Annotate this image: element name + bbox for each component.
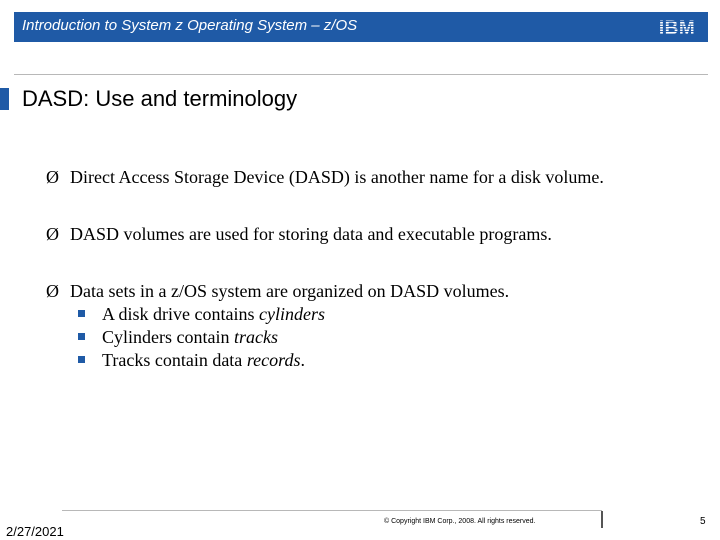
sub-bullet-emphasis: cylinders [258,304,325,324]
arrow-bullet-icon: Ø [46,224,59,244]
sub-bullet-emphasis: records [246,350,301,370]
header-bar [14,12,708,42]
bullet-item [46,280,706,303]
footer-copyright: © Copyright IBM Corp., 2008. All rights reserved. [384,518,536,525]
sub-bullet-text: Tracks contain data [102,350,247,370]
sub-bullet-item [46,303,706,326]
title-accent-bar [0,88,9,110]
bullet-text: Data sets in a z/OS system are organized on DASD volumes. [70,281,510,301]
bullet-item [46,223,706,246]
bullet-list [46,166,706,372]
sub-bullet-emphasis: tracks [233,327,278,347]
bullet-text: Direct Access Storage Device (DASD) is another name for a disk volume. [70,167,604,187]
sub-bullet-item [46,326,706,349]
page-number: 5 [700,516,706,527]
footer-divider [62,510,602,511]
bullet-item [46,166,706,189]
square-bullet-icon [78,333,85,340]
footer-date: 2/27/2021 [6,524,64,539]
slide-title: DASD: Use and terminology [22,86,298,111]
arrow-bullet-icon: Ø [46,167,59,187]
arrow-bullet-icon: Ø [46,281,59,301]
sub-bullet-item [46,349,706,372]
footer-separator [601,511,603,528]
sub-bullet-suffix: . [300,350,305,370]
header-title: Introduction to System z Operating System – z/OS [22,17,358,34]
square-bullet-icon [78,356,85,363]
title-divider [14,74,708,75]
svg-text:IBM: IBM [658,18,696,37]
ibm-logo-icon [654,17,700,37]
bullet-text: DASD volumes are used for storing data and executable programs. [70,224,552,244]
square-bullet-icon [78,310,85,317]
sub-bullet-text: Cylinders contain [102,327,234,347]
sub-bullet-text: A disk drive contains [102,304,259,324]
